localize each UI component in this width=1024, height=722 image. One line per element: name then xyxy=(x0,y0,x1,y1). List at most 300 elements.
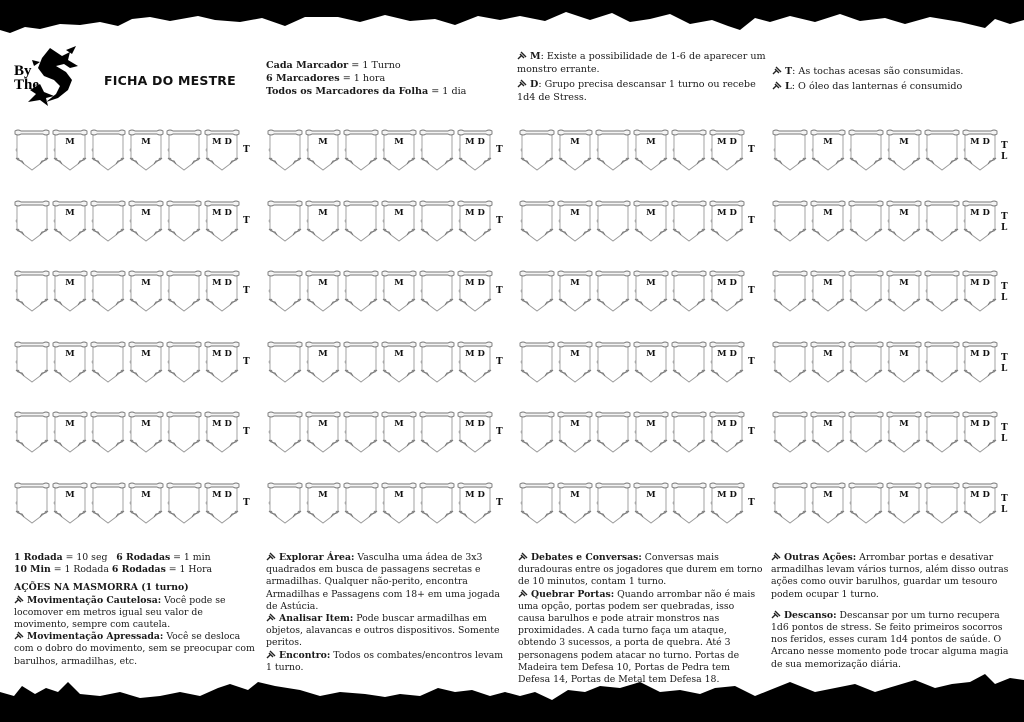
turn-marker[interactable] xyxy=(595,340,631,384)
turn-marker[interactable] xyxy=(166,410,202,454)
marker-label: M D xyxy=(717,419,737,429)
turn-marker[interactable] xyxy=(848,269,884,313)
turn-tracker-row xyxy=(519,410,769,454)
marker-label: M D xyxy=(212,348,232,359)
scroll-shield-icon xyxy=(305,128,341,172)
turn-marker[interactable] xyxy=(595,481,631,525)
turn-marker[interactable] xyxy=(52,340,88,384)
turn-marker[interactable] xyxy=(14,340,50,384)
turn-marker[interactable] xyxy=(204,269,240,313)
turn-tracker-row xyxy=(519,269,769,313)
turn-marker[interactable] xyxy=(962,410,998,454)
pin-icon xyxy=(771,552,781,561)
turn-tracker-row xyxy=(267,340,517,384)
action-text: Quando arrombar não é mais uma opção, portas podem ser quebradas, isso causa barulhos e pode atrair monstros nas proximidades. A cada turno faça um ataque, obtendo 3 sucessos, a porta de quebra. Até 3 personagens podem atacar no turno. Portas de Madeira tem Defesa 10, Portas de Pedra tem Defesa 14, Portas de Metal tem Defesa 18. xyxy=(518,588,756,686)
turn-marker[interactable] xyxy=(962,481,998,525)
turn-marker[interactable] xyxy=(343,340,379,384)
turn-marker[interactable] xyxy=(810,340,846,384)
turn-marker[interactable] xyxy=(924,481,960,525)
turn-marker[interactable] xyxy=(267,481,303,525)
scroll-shield-icon xyxy=(381,481,417,525)
scroll-shield-icon xyxy=(810,481,846,525)
pin-icon xyxy=(518,552,528,561)
turn-marker[interactable] xyxy=(810,199,846,243)
marker-label: M xyxy=(646,137,656,147)
turn-marker[interactable] xyxy=(595,199,631,243)
turn-marker[interactable] xyxy=(128,410,164,454)
row-tag-letter: L xyxy=(1001,504,1008,515)
marker-label: M D xyxy=(212,137,232,147)
scroll-shield-icon xyxy=(90,410,126,454)
row-tag-letter: T xyxy=(1001,141,1008,151)
scroll-shield-icon xyxy=(267,269,303,313)
action-title: Movimentação Cautelosa: xyxy=(27,594,162,606)
time-legend-item xyxy=(266,59,506,72)
row-tag: T xyxy=(243,215,250,226)
marker-label: M xyxy=(141,207,151,218)
time-legend xyxy=(266,59,506,98)
turn-marker[interactable] xyxy=(381,410,417,454)
pin-icon xyxy=(517,79,527,88)
scroll-shield-icon xyxy=(709,199,745,243)
turn-marker[interactable] xyxy=(595,410,631,454)
pin-icon xyxy=(266,613,276,622)
turn-marker[interactable] xyxy=(166,128,202,172)
turn-marker[interactable] xyxy=(671,269,707,313)
marker-label: M xyxy=(394,489,404,500)
turn-tracker-row xyxy=(267,410,517,454)
action-rule xyxy=(518,552,763,589)
time-rule-value: = 1 Hora xyxy=(165,564,213,576)
scroll-shield-icon xyxy=(90,128,126,172)
turn-marker[interactable] xyxy=(810,269,846,313)
scroll-shield-icon xyxy=(381,410,417,454)
scroll-shield-icon xyxy=(595,269,631,313)
turn-tracker-row xyxy=(519,481,769,525)
turn-marker[interactable] xyxy=(14,269,50,313)
row-tag-letter: L xyxy=(1001,434,1008,444)
row-tag: T xyxy=(243,356,250,367)
scroll-shield-icon xyxy=(267,410,303,454)
turn-marker[interactable] xyxy=(305,410,341,454)
scroll-shield-icon xyxy=(305,340,341,384)
turn-marker[interactable] xyxy=(519,481,555,525)
turn-marker[interactable] xyxy=(848,481,884,525)
turn-marker[interactable] xyxy=(14,128,50,172)
turn-marker[interactable] xyxy=(419,269,455,313)
scroll-shield-icon xyxy=(343,340,379,384)
turn-marker[interactable] xyxy=(671,199,707,243)
turn-marker[interactable] xyxy=(810,410,846,454)
tracker-column-4 xyxy=(772,128,1022,551)
action-text: Conversas mais duradouras entre os jogadores que durem em torno de 10 minutos, contam 1 turno. xyxy=(518,552,763,588)
time-rule-value: = 1 min xyxy=(170,552,211,563)
turn-marker[interactable] xyxy=(90,340,126,384)
turn-marker[interactable] xyxy=(962,269,998,313)
scroll-shield-icon xyxy=(810,340,846,384)
marker-label: M xyxy=(141,348,151,359)
turn-marker[interactable] xyxy=(671,410,707,454)
turn-marker[interactable] xyxy=(90,481,126,525)
turn-marker[interactable] xyxy=(633,481,669,525)
marker-label: M D xyxy=(970,489,990,500)
turn-marker[interactable] xyxy=(709,269,745,313)
marker-label: M D xyxy=(970,348,990,359)
marker-label: M D xyxy=(465,207,485,218)
turn-marker[interactable] xyxy=(810,128,846,172)
turn-marker[interactable] xyxy=(886,481,922,525)
turn-marker[interactable] xyxy=(557,340,593,384)
scroll-shield-icon xyxy=(204,269,240,313)
scroll-shield-icon xyxy=(924,410,960,454)
legend-value: = 1 Turno xyxy=(348,60,401,71)
turn-marker[interactable] xyxy=(886,128,922,172)
scroll-shield-icon xyxy=(457,410,493,454)
turn-marker[interactable] xyxy=(519,199,555,243)
scroll-shield-icon xyxy=(128,269,164,313)
marker-label: M D xyxy=(717,348,737,359)
turn-marker[interactable] xyxy=(343,410,379,454)
scroll-shield-icon xyxy=(204,481,240,525)
turn-marker[interactable] xyxy=(457,410,493,454)
marker-label: M xyxy=(899,348,909,359)
turn-marker[interactable] xyxy=(924,410,960,454)
turn-marker[interactable] xyxy=(886,340,922,384)
turn-marker[interactable] xyxy=(962,340,998,384)
turn-marker[interactable] xyxy=(557,481,593,525)
scroll-shield-icon xyxy=(457,199,493,243)
marker-label: M D xyxy=(717,137,737,147)
scroll-shield-icon xyxy=(52,269,88,313)
marker-label: M xyxy=(646,278,656,288)
turn-marker[interactable] xyxy=(419,199,455,243)
turn-marker[interactable] xyxy=(204,481,240,525)
turn-marker[interactable] xyxy=(52,481,88,525)
turn-marker[interactable] xyxy=(709,410,745,454)
turn-marker[interactable] xyxy=(343,269,379,313)
turn-marker[interactable] xyxy=(343,199,379,243)
turn-marker[interactable] xyxy=(633,340,669,384)
turn-marker[interactable] xyxy=(457,199,493,243)
tracker-column-1 xyxy=(14,128,264,551)
turn-tracker-row xyxy=(519,199,769,243)
turn-marker[interactable] xyxy=(457,128,493,172)
turn-marker[interactable] xyxy=(848,340,884,384)
turn-marker[interactable] xyxy=(848,410,884,454)
turn-marker[interactable] xyxy=(772,410,808,454)
turn-marker[interactable] xyxy=(595,128,631,172)
turn-marker[interactable] xyxy=(519,340,555,384)
scroll-shield-icon xyxy=(924,269,960,313)
pin-icon xyxy=(772,66,782,75)
turn-marker[interactable] xyxy=(457,269,493,313)
scroll-shield-icon xyxy=(557,199,593,243)
action-text: Vasculha uma ádea de 3x3 quadrados em busca de passagens secretas e armadilhas. Qualquer não-perito, encontra Armadilhas e Passagens com 18+ em uma jogada de Astúcia. xyxy=(266,552,500,612)
turn-marker[interactable] xyxy=(962,199,998,243)
footer-column-2 xyxy=(266,552,511,674)
turn-marker[interactable] xyxy=(14,410,50,454)
scroll-shield-icon xyxy=(886,410,922,454)
scroll-shield-icon xyxy=(772,340,808,384)
scroll-shield-icon xyxy=(166,199,202,243)
turn-marker[interactable] xyxy=(305,269,341,313)
turn-marker[interactable] xyxy=(519,269,555,313)
scroll-shield-icon xyxy=(128,481,164,525)
turn-marker[interactable] xyxy=(419,410,455,454)
marker-label: M xyxy=(570,348,580,359)
turn-marker[interactable] xyxy=(419,481,455,525)
turn-marker[interactable] xyxy=(848,199,884,243)
turn-marker[interactable] xyxy=(14,199,50,243)
turn-marker[interactable] xyxy=(166,481,202,525)
scroll-shield-icon xyxy=(166,269,202,313)
scroll-shield-icon xyxy=(924,481,960,525)
turn-marker[interactable] xyxy=(52,128,88,172)
scroll-shield-icon xyxy=(343,128,379,172)
row-tag: T xyxy=(748,356,755,367)
turn-marker[interactable] xyxy=(772,128,808,172)
marker-label: M xyxy=(823,137,833,147)
turn-marker[interactable] xyxy=(128,269,164,313)
turn-marker[interactable] xyxy=(772,481,808,525)
turn-marker[interactable] xyxy=(671,481,707,525)
scroll-shield-icon xyxy=(848,481,884,525)
turn-marker[interactable] xyxy=(128,128,164,172)
tracker-column-2 xyxy=(267,128,517,551)
turn-marker[interactable] xyxy=(709,128,745,172)
time-rule xyxy=(14,564,259,576)
scroll-shield-icon xyxy=(14,128,50,172)
turn-marker[interactable] xyxy=(305,340,341,384)
turn-marker[interactable] xyxy=(671,340,707,384)
turn-marker[interactable] xyxy=(166,199,202,243)
scroll-shield-icon xyxy=(343,199,379,243)
turn-marker[interactable] xyxy=(709,340,745,384)
turn-marker[interactable] xyxy=(305,128,341,172)
marker-label: M xyxy=(823,207,833,218)
scroll-shield-icon xyxy=(810,269,846,313)
turn-marker[interactable] xyxy=(305,199,341,243)
turn-marker[interactable] xyxy=(519,128,555,172)
turn-marker[interactable] xyxy=(381,128,417,172)
marker-label: M xyxy=(318,489,328,500)
scroll-shield-icon xyxy=(519,481,555,525)
row-tag xyxy=(1001,212,1008,234)
turn-tracker-row xyxy=(772,340,1022,384)
row-tag: T xyxy=(496,145,503,155)
turn-marker[interactable] xyxy=(924,128,960,172)
turn-marker[interactable] xyxy=(962,128,998,172)
action-rule xyxy=(266,613,511,650)
turn-marker[interactable] xyxy=(90,269,126,313)
turn-marker[interactable] xyxy=(204,199,240,243)
turn-marker[interactable] xyxy=(457,340,493,384)
turn-marker[interactable] xyxy=(90,410,126,454)
scroll-shield-icon xyxy=(419,269,455,313)
scroll-shield-icon xyxy=(14,199,50,243)
turn-marker[interactable] xyxy=(343,128,379,172)
marker-label: M D xyxy=(970,278,990,288)
scroll-shield-icon xyxy=(924,128,960,172)
marker-label: M xyxy=(318,419,328,429)
marker-label: M D xyxy=(465,137,485,147)
turn-marker[interactable] xyxy=(633,128,669,172)
marker-label: M xyxy=(394,137,404,147)
marker-label: M xyxy=(394,348,404,359)
turn-marker[interactable] xyxy=(419,340,455,384)
turn-marker[interactable] xyxy=(557,128,593,172)
turn-marker[interactable] xyxy=(633,269,669,313)
turn-marker[interactable] xyxy=(772,269,808,313)
turn-marker[interactable] xyxy=(14,481,50,525)
turn-marker[interactable] xyxy=(305,481,341,525)
turn-marker[interactable] xyxy=(633,199,669,243)
turn-marker[interactable] xyxy=(381,199,417,243)
marker-label: M D xyxy=(717,278,737,288)
scroll-shield-icon xyxy=(595,128,631,172)
turn-marker[interactable] xyxy=(52,269,88,313)
turn-marker[interactable] xyxy=(709,199,745,243)
turn-marker[interactable] xyxy=(557,410,593,454)
scroll-shield-icon xyxy=(886,199,922,243)
pin-icon xyxy=(517,51,527,60)
scroll-shield-icon xyxy=(305,269,341,313)
turn-marker[interactable] xyxy=(52,410,88,454)
turn-marker[interactable] xyxy=(128,340,164,384)
marker-label: M xyxy=(823,278,833,288)
scroll-shield-icon xyxy=(962,128,998,172)
turn-marker[interactable] xyxy=(924,340,960,384)
turn-marker[interactable] xyxy=(886,269,922,313)
marker-label: M xyxy=(823,348,833,359)
scroll-shield-icon xyxy=(633,199,669,243)
turn-marker[interactable] xyxy=(419,128,455,172)
turn-tracker-row xyxy=(14,269,264,313)
marker-label: M xyxy=(899,419,909,429)
marker-label: M xyxy=(318,137,328,147)
turn-marker[interactable] xyxy=(772,340,808,384)
scroll-shield-icon xyxy=(633,340,669,384)
marker-label: M xyxy=(823,419,833,429)
turn-marker[interactable] xyxy=(709,481,745,525)
turn-marker[interactable] xyxy=(267,269,303,313)
scroll-shield-icon xyxy=(267,128,303,172)
turn-tracker-row xyxy=(772,410,1022,454)
turn-marker[interactable] xyxy=(519,410,555,454)
turn-marker[interactable] xyxy=(671,128,707,172)
marker-label: M xyxy=(899,278,909,288)
turn-marker[interactable] xyxy=(166,269,202,313)
scroll-shield-icon xyxy=(457,128,493,172)
turn-marker[interactable] xyxy=(90,199,126,243)
scroll-shield-icon xyxy=(90,340,126,384)
turn-marker[interactable] xyxy=(772,199,808,243)
turn-marker[interactable] xyxy=(457,481,493,525)
scroll-shield-icon xyxy=(519,128,555,172)
marker-label: M xyxy=(899,489,909,500)
turn-marker[interactable] xyxy=(267,340,303,384)
turn-marker[interactable] xyxy=(810,481,846,525)
turn-marker[interactable] xyxy=(204,340,240,384)
scroll-shield-icon xyxy=(924,199,960,243)
turn-marker[interactable] xyxy=(267,199,303,243)
action-rule xyxy=(266,552,511,613)
turn-marker[interactable] xyxy=(267,128,303,172)
turn-marker[interactable] xyxy=(886,410,922,454)
turn-marker[interactable] xyxy=(381,481,417,525)
scroll-shield-icon xyxy=(886,269,922,313)
scroll-shield-icon xyxy=(419,410,455,454)
row-tag xyxy=(1001,141,1008,163)
turn-marker[interactable] xyxy=(166,340,202,384)
time-rule-value: = 1 Rodada xyxy=(50,564,109,576)
marker-label: M xyxy=(141,137,151,147)
turn-marker[interactable] xyxy=(381,340,417,384)
row-tag: T xyxy=(243,427,250,437)
turn-marker[interactable] xyxy=(886,199,922,243)
scroll-shield-icon xyxy=(671,410,707,454)
turn-marker[interactable] xyxy=(52,199,88,243)
marker-label: M D xyxy=(212,419,232,429)
turn-marker[interactable] xyxy=(381,269,417,313)
turn-tracker-row xyxy=(14,481,264,525)
scroll-shield-icon xyxy=(962,340,998,384)
action-title: Explorar Área: xyxy=(279,552,355,563)
turn-marker[interactable] xyxy=(924,269,960,313)
turn-marker[interactable] xyxy=(128,481,164,525)
turn-marker[interactable] xyxy=(557,199,593,243)
light-legend xyxy=(772,65,1022,93)
turn-tracker-row xyxy=(519,128,769,172)
marker-label: M xyxy=(318,348,328,359)
turn-marker[interactable] xyxy=(204,410,240,454)
logo-by-text: By xyxy=(14,63,32,79)
scroll-shield-icon xyxy=(709,269,745,313)
scroll-shield-icon xyxy=(962,410,998,454)
marker-label: M xyxy=(899,207,909,218)
turn-marker[interactable] xyxy=(557,269,593,313)
turn-marker[interactable] xyxy=(128,199,164,243)
scroll-shield-icon xyxy=(267,340,303,384)
action-title: Quebrar Portas: xyxy=(531,588,615,600)
turn-marker[interactable] xyxy=(848,128,884,172)
marker-label: M xyxy=(646,207,656,218)
turn-marker[interactable] xyxy=(204,128,240,172)
marker-label: M D xyxy=(465,419,485,429)
marker-label: M D xyxy=(465,348,485,359)
row-tag: T xyxy=(243,286,250,296)
scroll-shield-icon xyxy=(962,481,998,525)
scroll-shield-icon xyxy=(810,199,846,243)
turn-marker[interactable] xyxy=(633,410,669,454)
turn-marker[interactable] xyxy=(595,269,631,313)
time-rule-label: 6 Rodadas xyxy=(111,564,166,576)
marker-label: M xyxy=(318,207,328,218)
turn-marker[interactable] xyxy=(267,410,303,454)
row-tag-letter: L xyxy=(1001,222,1008,233)
turn-marker[interactable] xyxy=(924,199,960,243)
scroll-shield-icon xyxy=(419,128,455,172)
turn-marker[interactable] xyxy=(343,481,379,525)
action-title: Debates e Conversas: xyxy=(531,552,642,563)
turn-tracker-row xyxy=(772,481,1022,525)
row-tag-letter: T xyxy=(1001,423,1008,433)
marker-label: M xyxy=(141,419,151,429)
action-title: Analisar Item: xyxy=(279,613,354,625)
legend-label: D xyxy=(530,79,539,90)
marker-label: M xyxy=(394,278,404,288)
turn-marker[interactable] xyxy=(90,128,126,172)
